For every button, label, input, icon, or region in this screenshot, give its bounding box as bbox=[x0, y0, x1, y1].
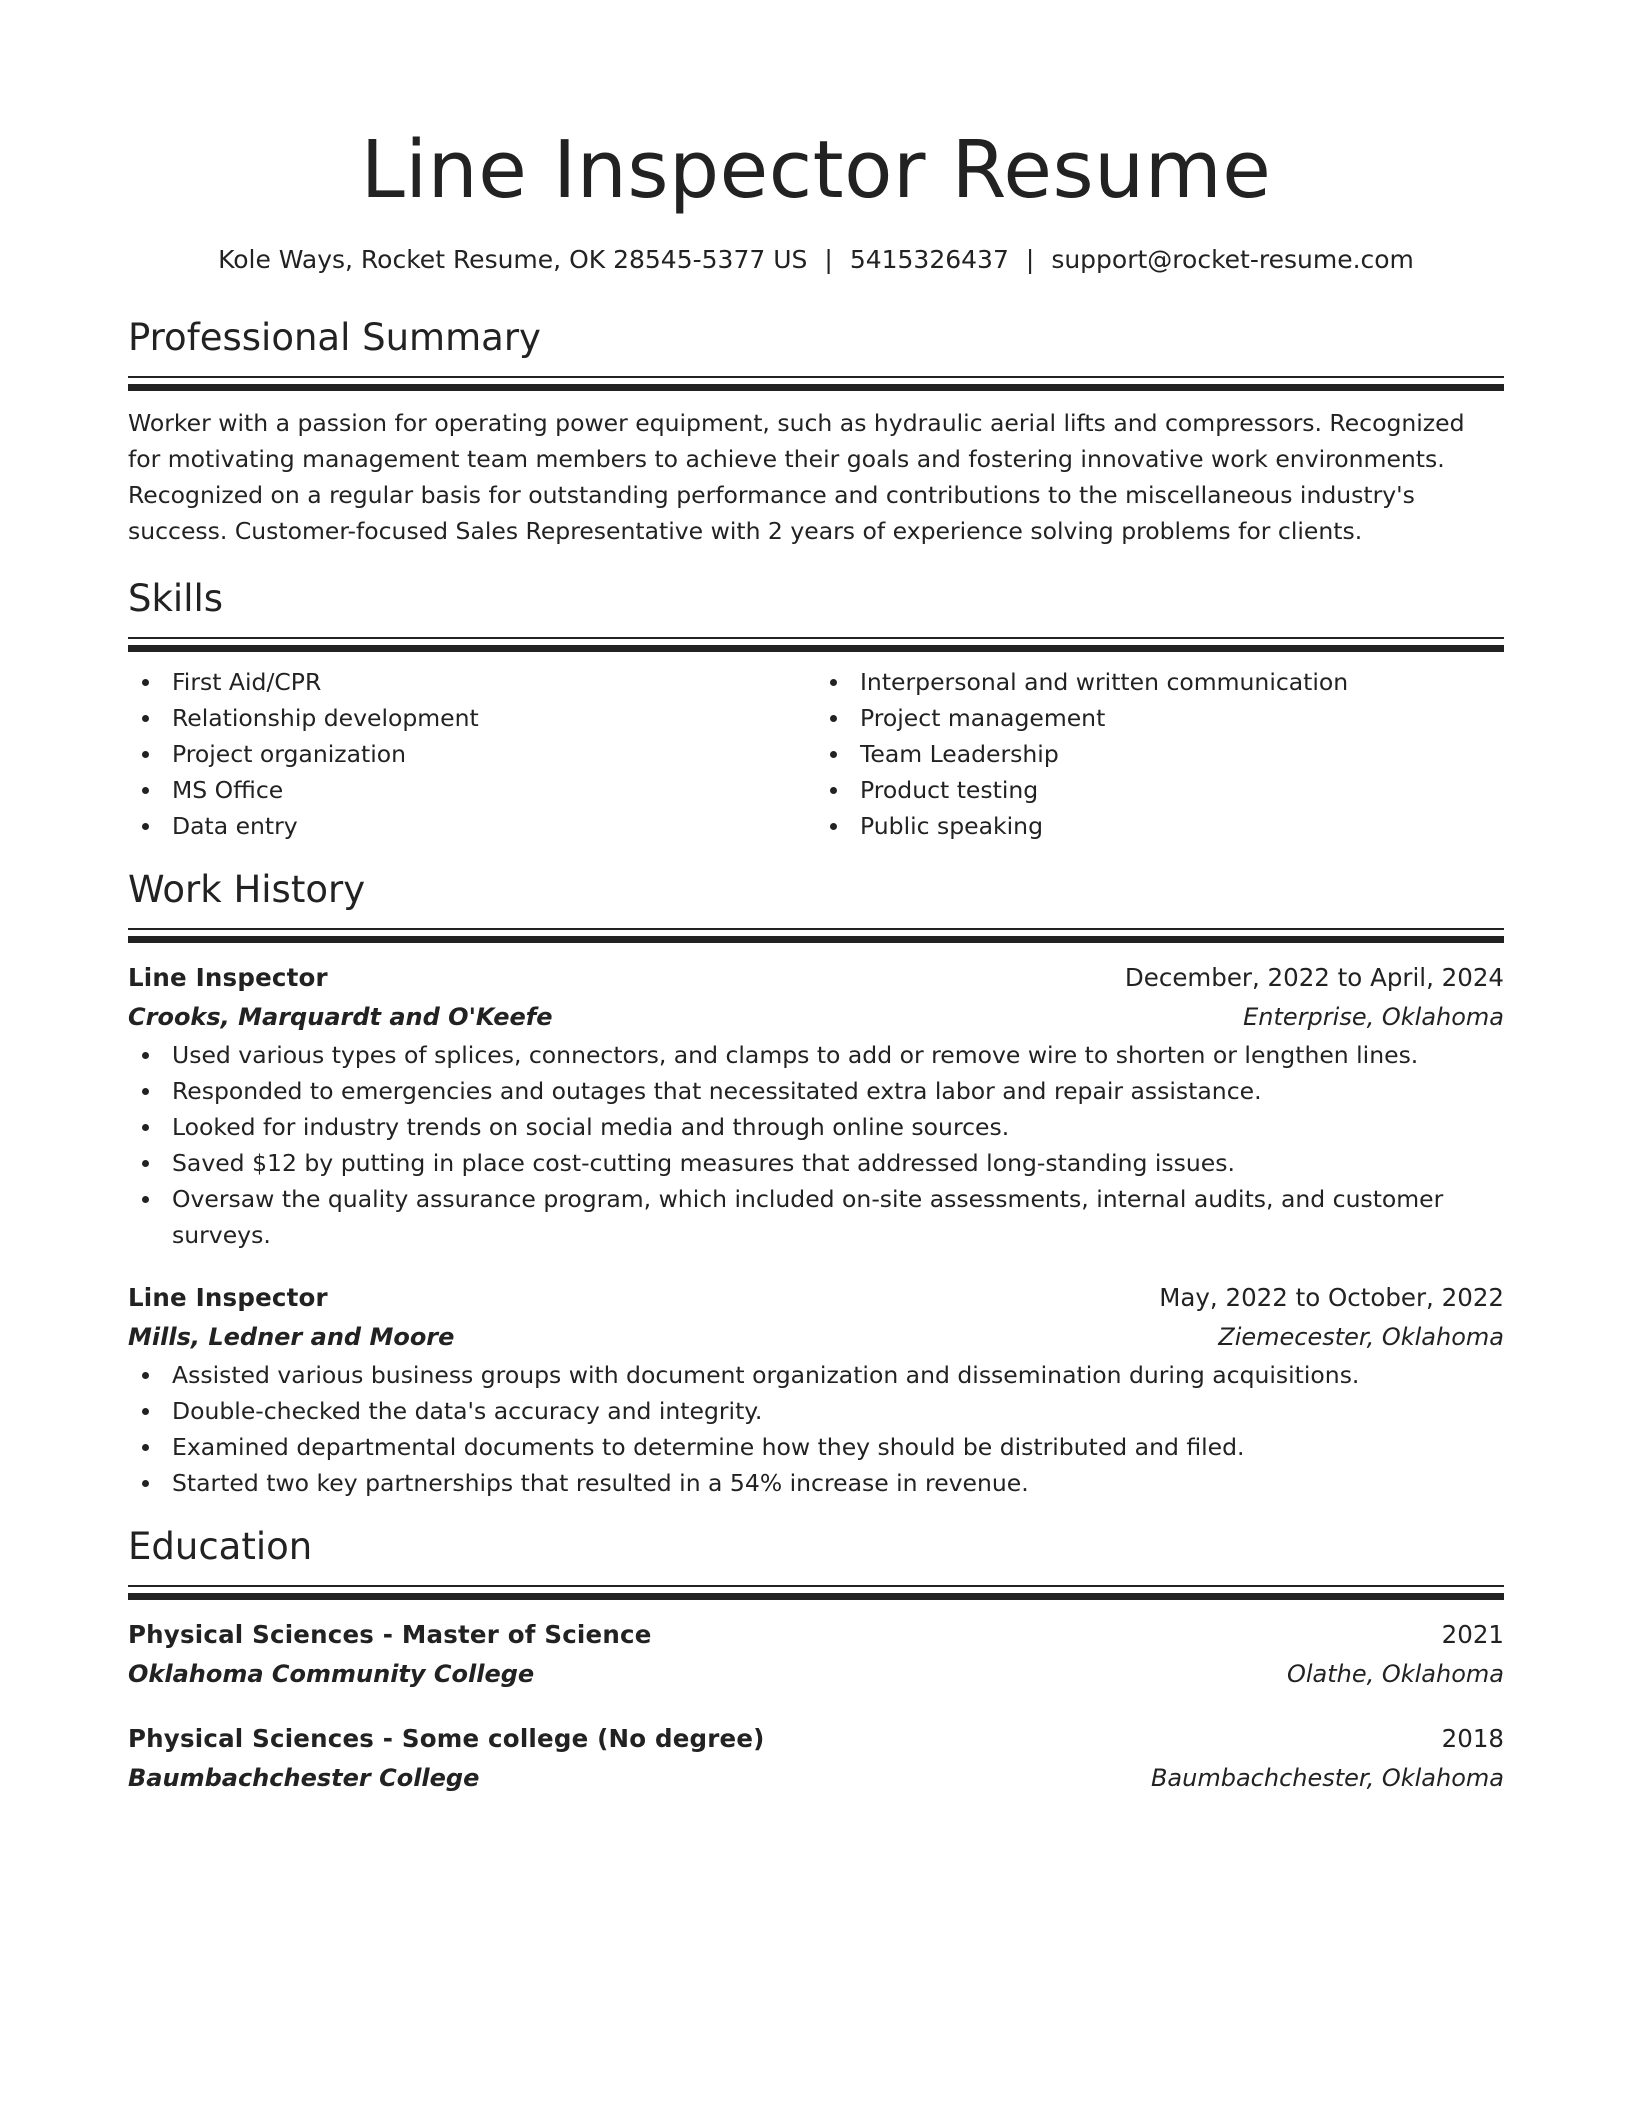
education-entry bbox=[128, 1616, 1504, 1694]
section-divider bbox=[128, 637, 1504, 652]
education-entry bbox=[128, 1720, 1504, 1798]
contact-separator: | bbox=[824, 245, 833, 274]
contact-address: Kole Ways, Rocket Resume, OK 28545-5377 US bbox=[218, 245, 808, 274]
education-location: Baumbachchester, Oklahoma bbox=[1150, 1764, 1504, 1792]
skill-item: First Aid/CPR bbox=[128, 664, 816, 700]
job-location: Ziemecester, Oklahoma bbox=[1218, 1323, 1504, 1351]
education-location: Olathe, Oklahoma bbox=[1286, 1660, 1504, 1688]
education-year: 2021 bbox=[1441, 1620, 1504, 1649]
skill-item: MS Office bbox=[128, 772, 816, 808]
work-section bbox=[128, 866, 1504, 1501]
skill-item: Team Leadership bbox=[816, 736, 1504, 772]
education-year: 2018 bbox=[1441, 1724, 1504, 1753]
skill-item: Interpersonal and written communication bbox=[816, 664, 1504, 700]
job-location: Enterprise, Oklahoma bbox=[1243, 1003, 1504, 1031]
education-school: Baumbachchester College bbox=[128, 1764, 480, 1792]
skill-item: Product testing bbox=[816, 772, 1504, 808]
job-company: Mills, Ledner and Moore bbox=[128, 1323, 455, 1351]
education-school: Oklahoma Community College bbox=[128, 1660, 535, 1688]
summary-section bbox=[128, 314, 1504, 549]
job-bullet: Assisted various business groups with document organization and dissemination during acquisitions. bbox=[128, 1357, 1504, 1393]
skills-list-right bbox=[816, 664, 1504, 844]
job-company: Crooks, Marquardt and O'Keefe bbox=[128, 1003, 553, 1031]
skill-item: Relationship development bbox=[128, 700, 816, 736]
education-header-row bbox=[128, 1616, 1504, 1654]
education-degree: Physical Sciences - Master of Science bbox=[128, 1620, 652, 1649]
skills-grid bbox=[128, 664, 1504, 844]
work-heading: Work History bbox=[128, 868, 366, 911]
job-dates: December, 2022 to April, 2024 bbox=[1124, 963, 1504, 992]
skill-item: Project organization bbox=[128, 736, 816, 772]
skills-heading: Skills bbox=[128, 577, 224, 620]
section-divider bbox=[128, 376, 1504, 391]
job-entry bbox=[128, 959, 1504, 1253]
education-school-row bbox=[128, 1654, 1504, 1694]
education-header-row bbox=[128, 1720, 1504, 1758]
resume-title: Line Inspector Resume bbox=[360, 124, 1272, 216]
skills-list-left bbox=[128, 664, 816, 844]
education-section bbox=[128, 1523, 1504, 1798]
job-title: Line Inspector bbox=[128, 1283, 328, 1312]
job-header-row bbox=[128, 1279, 1504, 1317]
contact-line bbox=[128, 244, 1504, 276]
job-bullet: Examined departmental documents to determine how they should be distributed and filed. bbox=[128, 1429, 1504, 1465]
summary-text: Worker with a passion for operating power equipment, such as hydraulic aerial lifts and compressors. Recognized for motivating management team members to achieve their goals and fostering innovative work environments. Recognized on a regular basis for outstanding performance and contributions to the miscellaneous industry's success. Customer-focused Sales Representative with 2 years of experience solving problems for clients. bbox=[128, 409, 1465, 545]
skill-item: Project management bbox=[816, 700, 1504, 736]
job-entry bbox=[128, 1279, 1504, 1501]
job-bullet: Looked for industry trends on social media and through online sources. bbox=[128, 1109, 1504, 1145]
contact-phone: 5415326437 bbox=[849, 245, 1009, 274]
section-divider bbox=[128, 928, 1504, 943]
education-heading: Education bbox=[128, 1525, 313, 1568]
job-bullet: Double-checked the data's accuracy and integrity. bbox=[128, 1393, 1504, 1429]
job-header-row bbox=[128, 959, 1504, 997]
section-divider bbox=[128, 1585, 1504, 1600]
education-degree: Physical Sciences - Some college (No degree) bbox=[128, 1724, 765, 1753]
job-bullet: Responded to emergencies and outages that necessitated extra labor and repair assistance. bbox=[128, 1073, 1504, 1109]
job-bullet: Started two key partnerships that resulted in a 54% increase in revenue. bbox=[128, 1465, 1504, 1501]
skill-item: Public speaking bbox=[816, 808, 1504, 844]
job-bullet: Used various types of splices, connectors, and clamps to add or remove wire to shorten or lengthen lines. bbox=[128, 1037, 1504, 1073]
job-company-row bbox=[128, 997, 1504, 1037]
job-bullet: Oversaw the quality assurance program, which included on-site assessments, internal audits, and customer surveys. bbox=[128, 1181, 1504, 1253]
contact-separator: | bbox=[1025, 245, 1035, 274]
job-bullet-list bbox=[128, 1357, 1504, 1501]
job-bullet: Saved $12 by putting in place cost-cutting measures that addressed long-standing issues. bbox=[128, 1145, 1504, 1181]
education-school-row bbox=[128, 1758, 1504, 1798]
job-title: Line Inspector bbox=[128, 963, 328, 992]
job-company-row bbox=[128, 1317, 1504, 1357]
contact-email[interactable]: support@rocket-resume.com bbox=[1051, 245, 1414, 274]
summary-heading: Professional Summary bbox=[128, 316, 541, 359]
job-bullet-list bbox=[128, 1037, 1504, 1253]
skill-item: Data entry bbox=[128, 808, 816, 844]
skills-section bbox=[128, 575, 1504, 844]
job-dates: May, 2022 to October, 2022 bbox=[1159, 1283, 1504, 1312]
